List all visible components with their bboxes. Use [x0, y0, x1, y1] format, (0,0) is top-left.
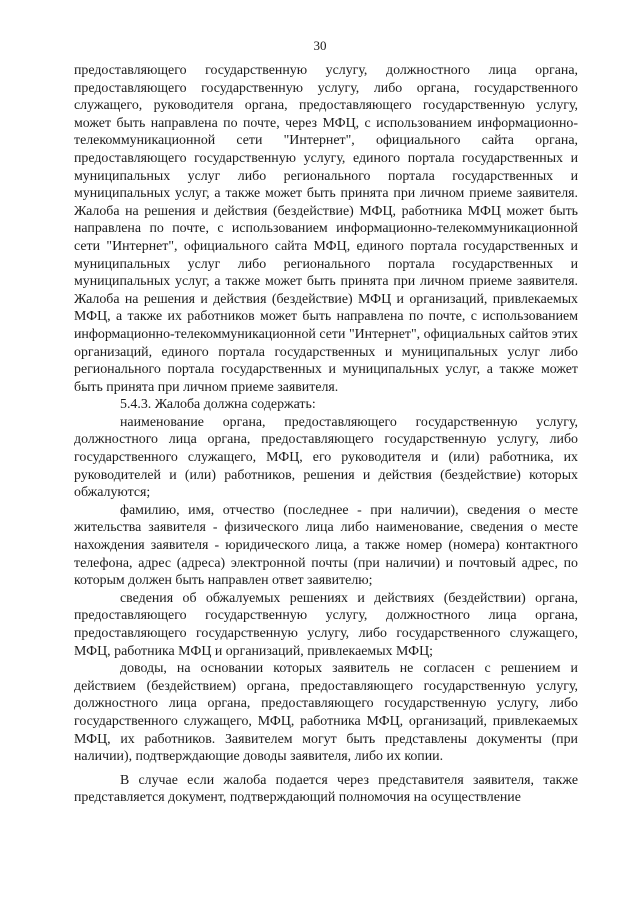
paragraph-organ-name: наименование органа, предоставляющего государственную услугу, должностного лица органа, предоставляющего государственную услугу, либо государственного служащего, МФЦ, его руководителя и (или) работника, их руководителей и (или) работников, решения и действия (бездействие) которых обжалуются;: [74, 414, 578, 501]
paragraph-representative: В случае если жалоба подается через представителя заявителя, также представляется документ, подтверждающий полномочия на осуществление: [74, 772, 578, 806]
paragraph-section-5-4-3: 5.4.3. Жалоба должна содержать:: [120, 397, 316, 413]
paragraph-appealed-decisions: сведения об обжалуемых решениях и действиях (бездействии) органа, предоставляющего государственную услугу, должностного лица органа, предоставляющего государственную услугу, либо государственного служащего, МФЦ, работника МФЦ и организаций, привлекаемых МФЦ;: [74, 590, 578, 659]
document-body: [74, 62, 578, 807]
paragraph-applicant-details: фамилию, имя, отчество (последнее - при наличии), сведения о месте жительства заявителя - физического лица либо наименование, сведения о месте нахождения заявителя - юридического лица, а также номер (номера) контактного телефона, адрес (адреса) электронной почты (при наличии) и почтовый адрес, по которым должен быть направлен ответ заявителю;: [74, 502, 578, 589]
paragraph-complaint-channels: предоставляющего государственную услугу, должностного лица органа, предоставляющего государственную услугу, либо органа, государственного служащего, руководителя органа, предоставляющего государственную услугу, может быть направлена по почте, через МФЦ, с использованием информационно-телекоммуникационной сети "Интернет", официального сайта органа, предоставляющего государственную услугу, единого портала государственных и муниципальных услуг либо регионального портала государственных и муниципальных услуг, а также может быть принята при личном приеме заявителя. Жалоба на решения и действия (бездействие) МФЦ, работника МФЦ может быть направлена по почте, с использованием информационно-телекоммуникационной сети "Интернет", официального сайта МФЦ, единого портала государственных и муниципальных услуг либо регионального портала государственных и муниципальных услуг, а также может быть принята при личном приеме заявителя. Жалоба на решения и действия (бездействие) МФЦ и организаций, привлекаемых МФЦ, а также их работников может быть направлена по почте, с использованием информационно-телекоммуникационной сети "Интернет", официальных сайтов этих организаций, единого портала государственных и муниципальных услуг либо регионального портала государственных и муниципальных услуг, а также может быть принята при личном приеме заявителя.: [74, 63, 578, 395]
page-number: 30: [313, 38, 327, 53]
paragraph-arguments: доводы, на основании которых заявитель не согласен с решением и действием (бездействием) органа, предоставляющего государственную услугу, должностного лица органа, предоставляющего государственную услугу, либо государственного служащего, МФЦ, работника МФЦ, организаций, привлекаемых МФЦ, их работников. Заявителем могут быть представлены документы (при наличии), подтверждающие доводы заявителя, либо их копии.: [74, 661, 578, 765]
